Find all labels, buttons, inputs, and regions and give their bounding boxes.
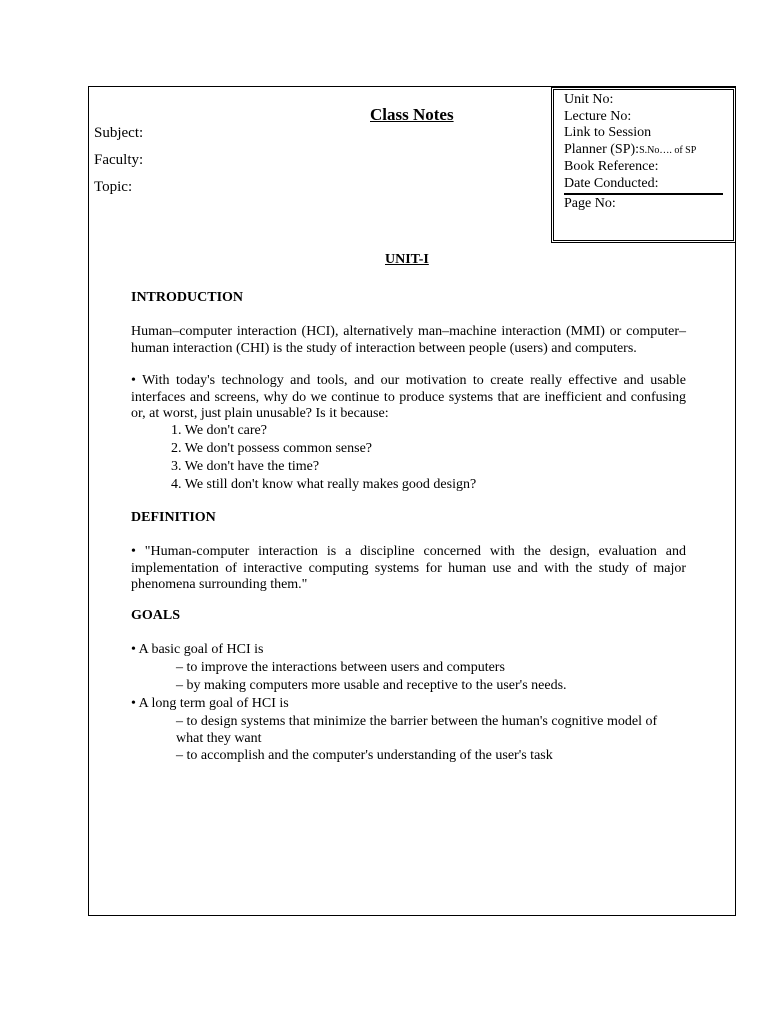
goal-sub-item: – to improve the interactions between users and computers [176, 660, 505, 675]
goals-section [131, 641, 686, 765]
info-divider [564, 193, 723, 195]
goal-bullet-basic: • A basic goal of HCI is [131, 642, 264, 657]
session-info-box [551, 87, 736, 243]
page-no-label: Page No: [564, 196, 616, 211]
lecture-no-label: Lecture No: [564, 108, 632, 124]
reasons-list [131, 422, 726, 494]
topic-label: Topic: [94, 179, 133, 195]
unit-no-label: Unit No: [564, 92, 614, 107]
subject-label: Subject: [94, 125, 144, 141]
list-item: 4. We still don't know what really makes good design? [171, 477, 477, 492]
list-item: 3. We don't have the time? [171, 459, 320, 474]
goal-sub-item: – by making computers more usable and receptive to the user's needs. [176, 678, 567, 693]
introduction-paragraph: Human–computer interaction (HCI), alternatively man–machine interaction (MMI) or computer–human interaction (CHI) is the study of interaction between people (users) and computers. [131, 324, 686, 356]
goal-sub-item: – to accomplish and the computer's understanding of the user's task [176, 748, 553, 763]
goals-heading: GOALS [131, 608, 181, 623]
list-item: 1. We don't care? [171, 423, 267, 438]
book-reference-label: Book Reference: [564, 159, 659, 174]
introduction-heading: INTRODUCTION [131, 290, 244, 305]
page-title: Class Notes [370, 105, 454, 124]
faculty-label: Faculty: [94, 152, 144, 168]
definition-heading: DEFINITION [131, 510, 216, 525]
goal-sub-item: – to design systems that minimize the barrier between the human's cognitive model of what they want [176, 714, 658, 746]
motivation-paragraph: • With today's technology and tools, and our motivation to create really effective and usable interfaces and screens, why do we continue to produce systems that are inefficient and confusing or, at worst, just plain unusable? Is it because: [131, 373, 686, 421]
goal-bullet-long-term: • A long term goal of HCI is [131, 696, 289, 711]
link-session-label: Link to Session [564, 125, 652, 140]
list-item: 2. We don't possess common sense? [171, 441, 373, 456]
planner-label: Planner (SP):S.No…. of SP [564, 141, 697, 157]
planner-small-text: S.No…. of SP [639, 144, 697, 156]
definition-paragraph: • "Human-computer interaction is a discipline concerned with the design, evaluation and implementation of interactive computing systems for human use and with the study of major phenomena surrounding them." [131, 544, 686, 592]
unit-title: UNIT-I [385, 252, 429, 267]
date-conducted-label: Date Conducted: [564, 175, 659, 191]
